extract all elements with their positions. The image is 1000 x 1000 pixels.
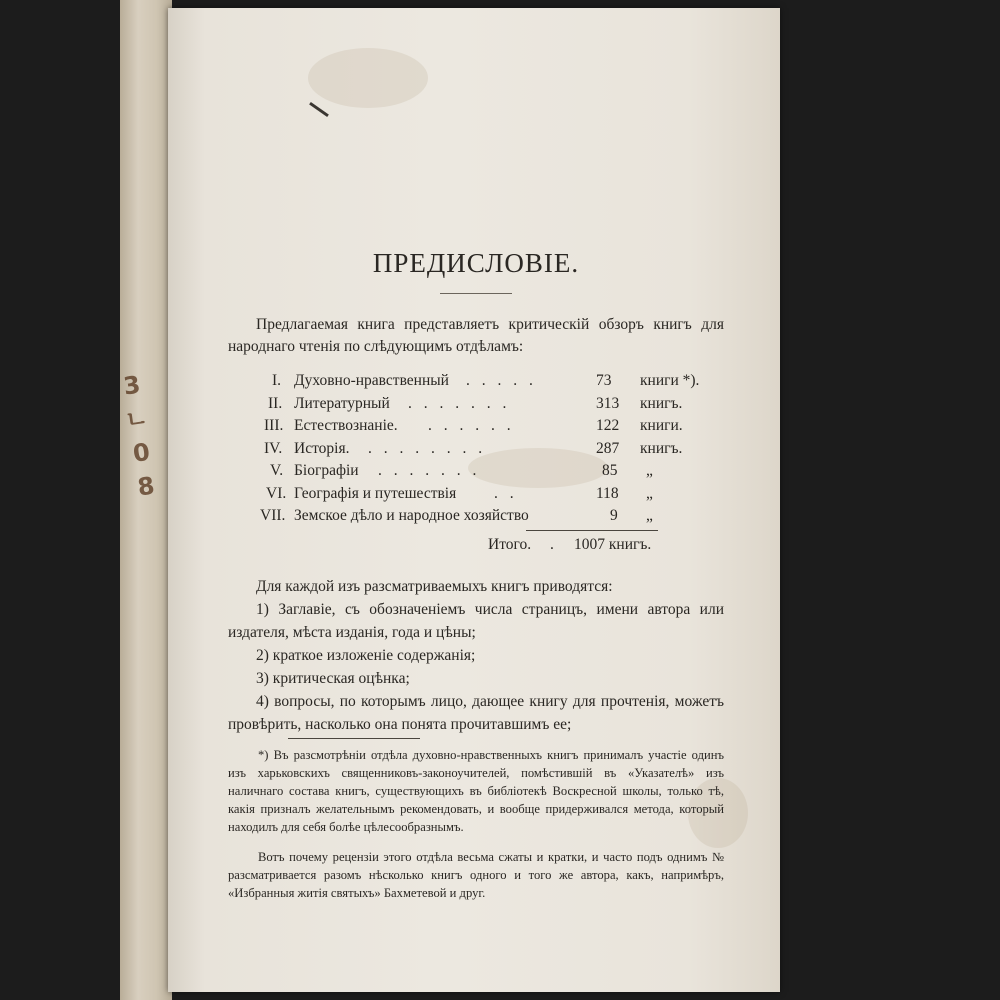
list-item [258, 462, 718, 485]
book-unit: „ [646, 462, 653, 479]
section-number: III. [264, 417, 284, 434]
list-item: 1) Заглавіе, съ обозначеніемъ числа страницъ, имени автора или издателя, мѣста изданія, года и цѣны; [228, 601, 724, 641]
section-number: VII. [260, 507, 286, 524]
description-intro: Для каждой изъ разсматриваемыхъ книгъ приводятся: [256, 578, 613, 595]
footnote-divider [288, 738, 420, 739]
book-unit: книги. [640, 417, 683, 434]
book-count: 85 [602, 462, 618, 479]
footnote: *) Въ разсмотрѣніи отдѣла духовно-нравственныхъ книгъ принималъ участіе одинъ изъ харьковскихъ священниковъ-законоучителей, помѣстившій въ «Указателѣ» изъ наличнаго состава книгъ, существующихъ въ библіотекѣ Воскресной школы, только тѣ, какія призналъ желательнымъ рекомендовать, и вообще придерживался метода, который находилъ для себя болѣе цѣлесообразнымъ. [228, 748, 724, 834]
book-count: 9 [610, 507, 618, 524]
leader-dots: . . . . . [466, 372, 537, 389]
total-label: Итого. [488, 536, 532, 553]
section-number: V. [270, 462, 284, 479]
book-unit: книгъ. [640, 439, 683, 457]
list-item [258, 395, 718, 418]
list-item: 2) краткое изложеніе содержанія; [256, 647, 476, 664]
section-label: Литературный [294, 394, 390, 412]
section-number: II. [268, 394, 283, 412]
leader-dots: . . . . . . . [408, 394, 511, 412]
list-item [258, 507, 718, 530]
total-value: 1007 книгъ. [574, 536, 652, 553]
section-label: Географія и путешествія [294, 484, 457, 502]
list-item: 3) критическая оцѣнка; [256, 670, 410, 687]
leader-dots: . . . . . . . . [368, 439, 487, 457]
leader-dots: . . [494, 484, 518, 502]
section-label: Духовно-нравственный [294, 372, 449, 389]
section-label: Исторія. [294, 439, 350, 457]
section-number: I. [272, 372, 282, 389]
section-label: Біографіи [294, 462, 359, 479]
title-divider [440, 293, 512, 294]
footnote: Вотъ почему рецензіи этого отдѣла весьма сжаты и кратки, и часто подъ однимъ № разсматривается разомъ нѣсколько книгъ одного и того же автора, какъ, напримѣръ, «Избранныя житія святыхъ» Бахметевой и друг. [228, 850, 724, 900]
leader-dots: . . . . . . . [378, 462, 481, 479]
list-item [258, 440, 718, 463]
section-list [258, 372, 718, 530]
pencil-mark [309, 102, 329, 117]
book-count: 313 [596, 394, 620, 412]
book-unit: „ [646, 507, 653, 524]
book-unit: книгъ. [640, 394, 683, 412]
section-number: VI. [266, 484, 287, 502]
list-item: 4) вопросы, по которымъ лицо, дающее книгу для прочтенія, можетъ провѣрить, насколько она понята прочитавшимъ ее; [228, 693, 724, 733]
list-item [258, 372, 718, 395]
book-count: 287 [596, 439, 620, 457]
book-count: 118 [596, 484, 619, 502]
section-number: IV. [264, 439, 283, 457]
intro-paragraph: Предлагаемая книга представляетъ критическій обзоръ книгъ для народнаго чтенія по слѣдующимъ отдѣламъ: [228, 316, 724, 355]
book-count: 122 [596, 417, 620, 434]
handwritten-spine-marks: 3 ㄴ 0 8 [121, 370, 157, 502]
total-divider [526, 530, 658, 531]
list-item [258, 417, 718, 440]
book-unit: „ [646, 484, 653, 502]
total-row [228, 536, 658, 558]
leader-dots: . [550, 536, 554, 553]
section-label: Земское дѣло и народное хозяйство [294, 507, 529, 524]
section-label: Естествознаніе. [294, 417, 398, 434]
book-count: 73 [596, 372, 612, 389]
book-page [168, 8, 780, 992]
leader-dots: . . . . . . [428, 417, 515, 434]
paper-stain [308, 48, 428, 108]
book-unit: книги *). [640, 372, 700, 389]
list-item [258, 485, 718, 508]
page-title: ПРЕДИСЛОВІЕ. [372, 248, 580, 278]
